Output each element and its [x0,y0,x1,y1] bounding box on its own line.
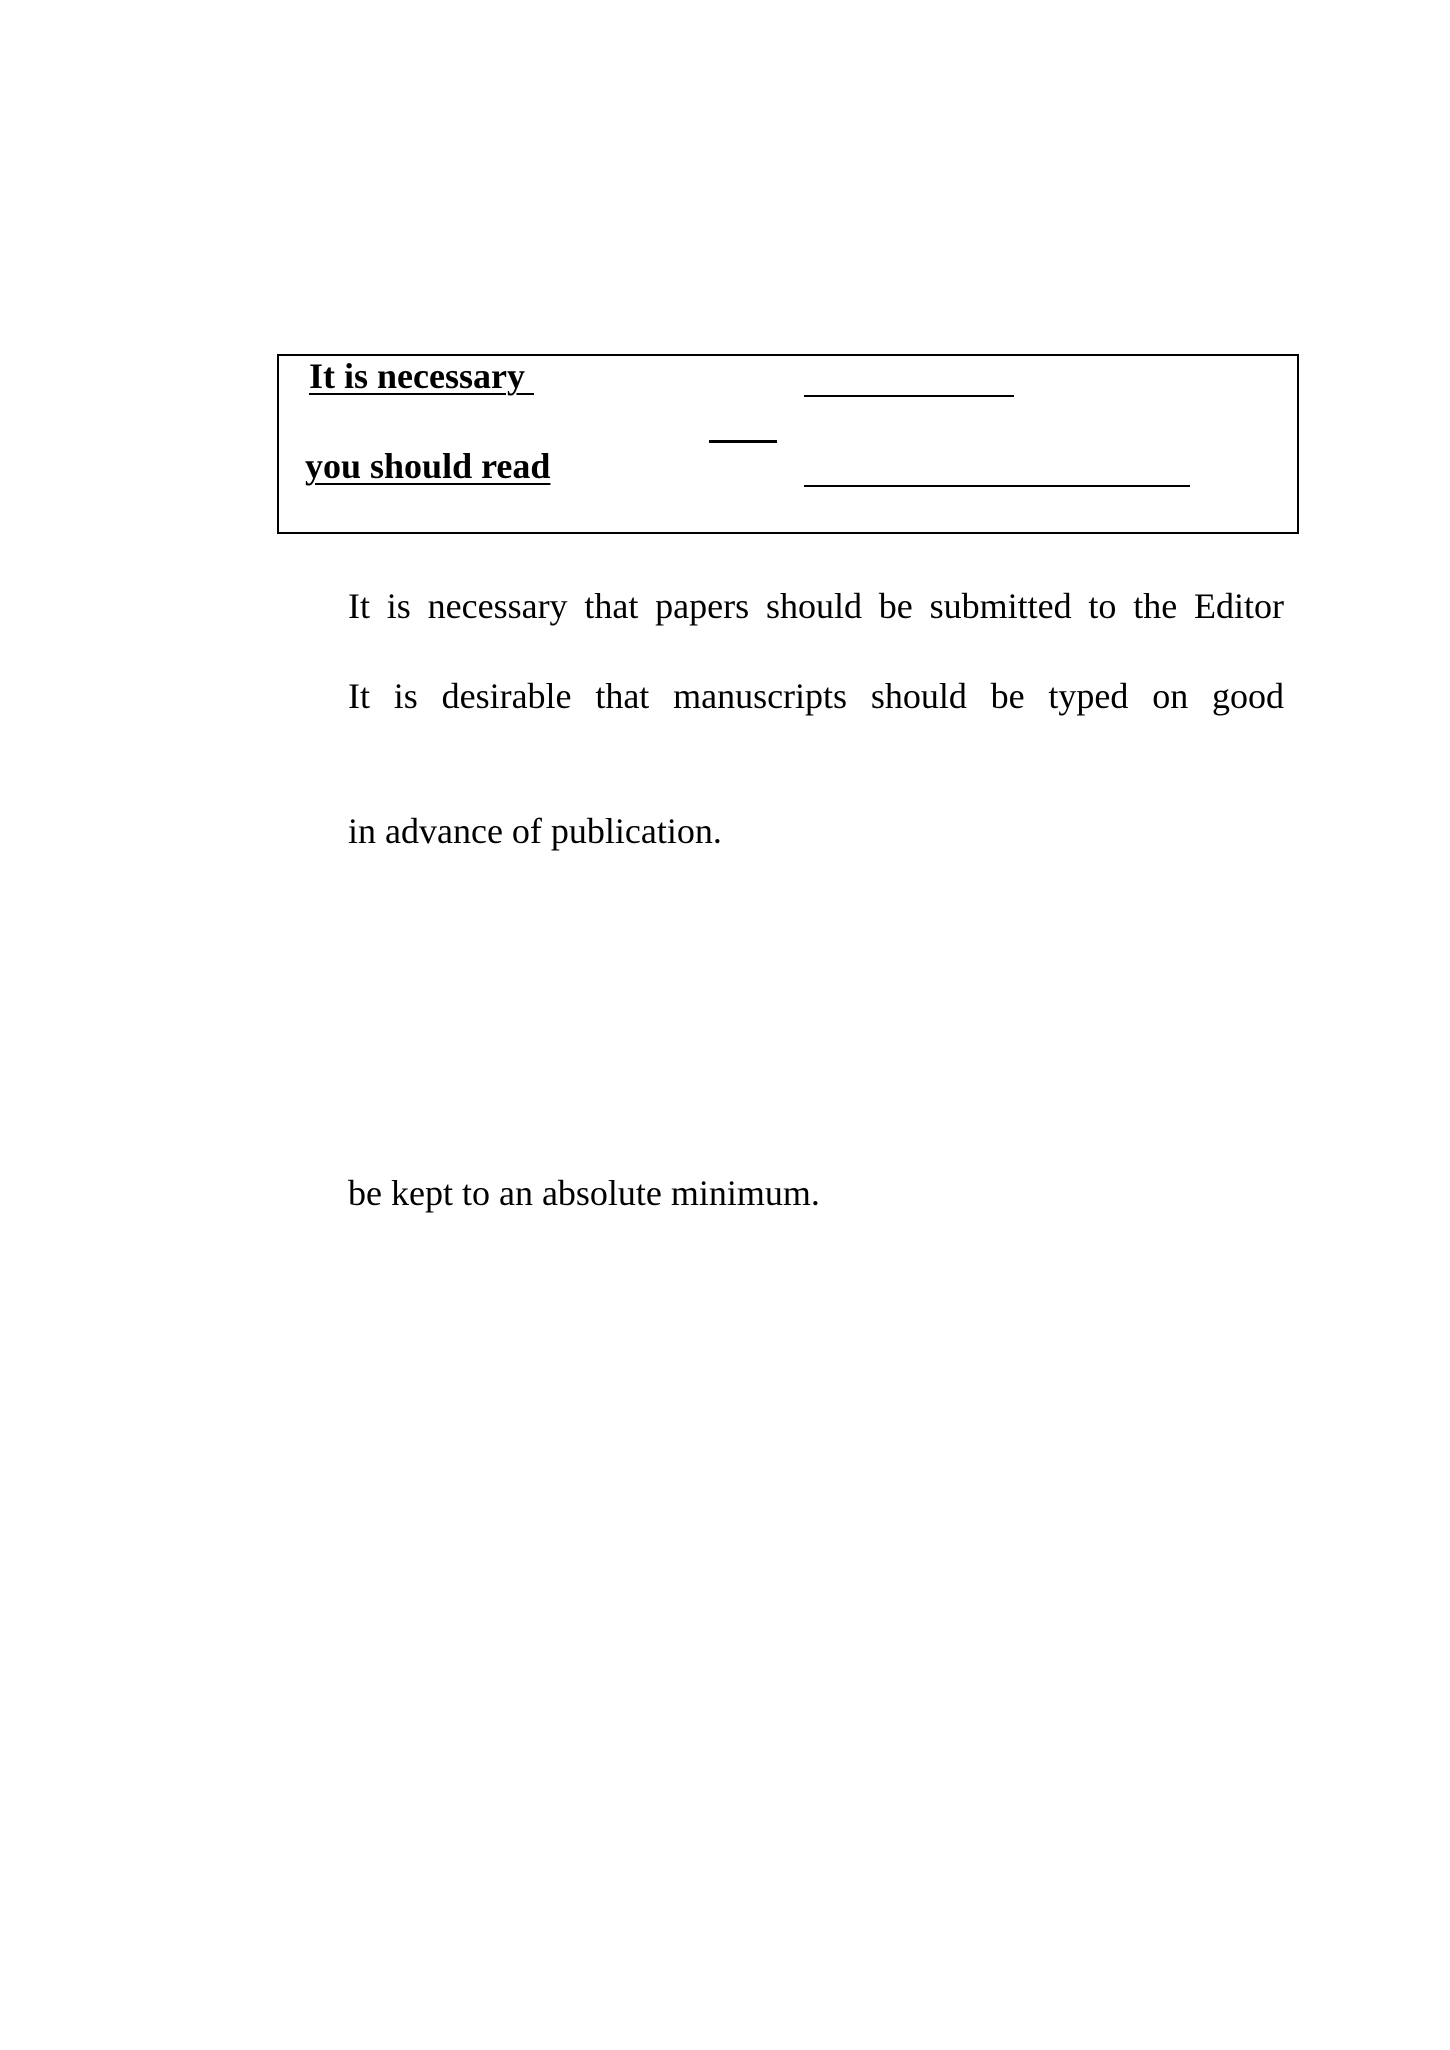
body-line-desirable: It is desirable that manuscripts should be typed on good [348,676,1284,716]
body-line-submitted: It is necessary that papers should be submitted to the Editor [348,586,1284,626]
box-label-necessary: It is necessary [309,356,534,396]
blank-line-short [709,440,777,443]
body-line-minimum: be kept to an absolute minimum. [348,1173,820,1213]
blank-line-1 [804,395,1014,397]
body-line-advance: in advance of publication. [348,811,722,851]
box-label-should-read: you should read [305,446,551,486]
blank-line-2 [804,485,1190,487]
fill-in-box [277,354,1299,534]
